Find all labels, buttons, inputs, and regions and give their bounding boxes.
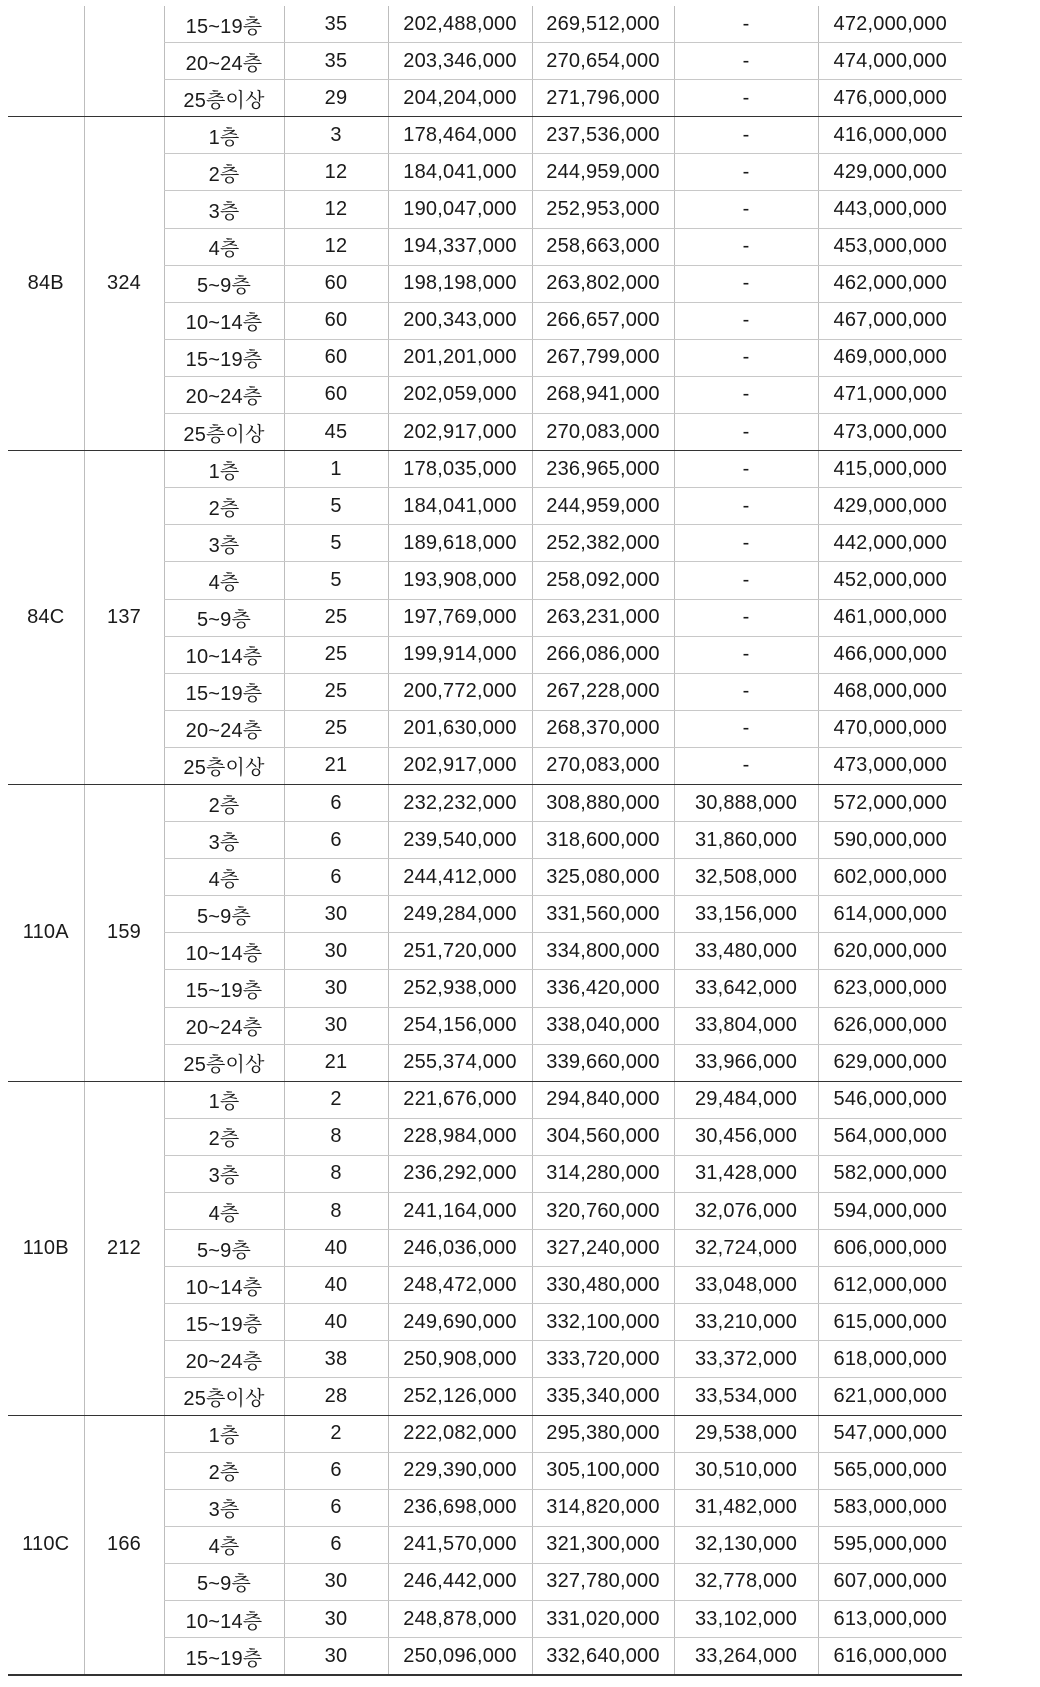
vat-cell: 31,428,000 (674, 1155, 818, 1192)
count-cell: 6 (284, 822, 388, 859)
building-price-cell: 268,370,000 (532, 710, 674, 747)
vat-cell: 33,264,000 (674, 1638, 818, 1676)
floor-cell: 2층 (164, 1452, 284, 1489)
vat-cell: 31,482,000 (674, 1489, 818, 1526)
vat-cell: 30,888,000 (674, 784, 818, 821)
vat-cell: 31,860,000 (674, 822, 818, 859)
total-price-cell: 472,000,000 (818, 6, 962, 43)
floor-cell: 5~9층 (164, 896, 284, 933)
count-cell: 38 (284, 1341, 388, 1378)
floor-cell: 2층 (164, 1118, 284, 1155)
vat-cell: 32,724,000 (674, 1230, 818, 1267)
building-price-cell: 336,420,000 (532, 970, 674, 1007)
building-price-cell: 331,020,000 (532, 1601, 674, 1638)
building-price-cell: 270,654,000 (532, 43, 674, 80)
building-price-cell: 237,536,000 (532, 117, 674, 154)
count-cell: 12 (284, 228, 388, 265)
building-price-cell: 332,640,000 (532, 1638, 674, 1676)
vat-cell: - (674, 636, 818, 673)
vat-cell: 33,156,000 (674, 896, 818, 933)
total-price-cell: 469,000,000 (818, 339, 962, 376)
count-cell: 30 (284, 970, 388, 1007)
count-cell: 29 (284, 80, 388, 117)
land-price-cell: 202,917,000 (388, 414, 532, 451)
count-cell: 35 (284, 43, 388, 80)
vat-cell: 32,508,000 (674, 859, 818, 896)
building-price-cell: 270,083,000 (532, 414, 674, 451)
floor-cell: 4층 (164, 1526, 284, 1563)
total-price-cell: 618,000,000 (818, 1341, 962, 1378)
total-price-cell: 429,000,000 (818, 154, 962, 191)
count-cell: 40 (284, 1304, 388, 1341)
count-cell: 30 (284, 933, 388, 970)
floor-cell: 5~9층 (164, 265, 284, 302)
total-price-cell: 547,000,000 (818, 1415, 962, 1452)
building-price-cell: 244,959,000 (532, 488, 674, 525)
total-price-cell: 612,000,000 (818, 1267, 962, 1304)
building-price-cell: 333,720,000 (532, 1341, 674, 1378)
unit-type-cell: 110B (8, 1081, 84, 1415)
vat-cell: - (674, 228, 818, 265)
vat-cell: - (674, 339, 818, 376)
total-price-cell: 613,000,000 (818, 1601, 962, 1638)
total-price-cell: 607,000,000 (818, 1563, 962, 1600)
total-price-cell: 443,000,000 (818, 191, 962, 228)
count-cell: 21 (284, 747, 388, 784)
building-price-cell: 327,240,000 (532, 1230, 674, 1267)
floor-cell: 2층 (164, 488, 284, 525)
total-price-cell: 429,000,000 (818, 488, 962, 525)
count-cell: 30 (284, 1563, 388, 1600)
count-cell: 35 (284, 6, 388, 43)
vat-cell: 30,510,000 (674, 1452, 818, 1489)
vat-cell: - (674, 302, 818, 339)
vat-cell: - (674, 265, 818, 302)
floor-cell: 1층 (164, 1415, 284, 1452)
floor-cell: 4층 (164, 859, 284, 896)
land-price-cell: 249,690,000 (388, 1304, 532, 1341)
unit-total-cell: 137 (84, 451, 164, 785)
vat-cell: - (674, 6, 818, 43)
total-price-cell: 583,000,000 (818, 1489, 962, 1526)
total-price-cell: 453,000,000 (818, 228, 962, 265)
floor-cell: 15~19층 (164, 6, 284, 43)
vat-cell: - (674, 747, 818, 784)
land-price-cell: 250,096,000 (388, 1638, 532, 1676)
count-cell: 2 (284, 1081, 388, 1118)
total-price-cell: 621,000,000 (818, 1378, 962, 1415)
land-price-cell: 178,464,000 (388, 117, 532, 154)
floor-cell: 15~19층 (164, 970, 284, 1007)
land-price-cell: 241,164,000 (388, 1193, 532, 1230)
vat-cell: - (674, 488, 818, 525)
total-price-cell: 572,000,000 (818, 784, 962, 821)
land-price-cell: 246,442,000 (388, 1563, 532, 1600)
vat-cell: - (674, 117, 818, 154)
building-price-cell: 267,228,000 (532, 673, 674, 710)
total-price-cell: 626,000,000 (818, 1007, 962, 1044)
building-price-cell: 266,657,000 (532, 302, 674, 339)
count-cell: 3 (284, 117, 388, 154)
floor-cell: 20~24층 (164, 43, 284, 80)
building-price-cell: 321,300,000 (532, 1526, 674, 1563)
count-cell: 5 (284, 488, 388, 525)
total-price-cell: 461,000,000 (818, 599, 962, 636)
count-cell: 30 (284, 1638, 388, 1676)
building-price-cell: 320,760,000 (532, 1193, 674, 1230)
building-price-cell: 330,480,000 (532, 1267, 674, 1304)
total-price-cell: 474,000,000 (818, 43, 962, 80)
total-price-cell: 462,000,000 (818, 265, 962, 302)
floor-cell: 1층 (164, 1081, 284, 1118)
total-price-cell: 442,000,000 (818, 525, 962, 562)
unit-type-cell: 84B (8, 117, 84, 451)
total-price-cell: 476,000,000 (818, 80, 962, 117)
building-price-cell: 308,880,000 (532, 784, 674, 821)
vat-cell: 33,534,000 (674, 1378, 818, 1415)
total-price-cell: 470,000,000 (818, 710, 962, 747)
count-cell: 8 (284, 1193, 388, 1230)
building-price-cell: 327,780,000 (532, 1563, 674, 1600)
building-price-cell: 258,092,000 (532, 562, 674, 599)
land-price-cell: 198,198,000 (388, 265, 532, 302)
building-price-cell: 332,100,000 (532, 1304, 674, 1341)
count-cell: 6 (284, 859, 388, 896)
floor-cell: 3층 (164, 525, 284, 562)
floor-cell: 25층이상 (164, 1378, 284, 1415)
unit-type-cell: 84C (8, 451, 84, 785)
table-row (8, 784, 962, 821)
building-price-cell: 263,802,000 (532, 265, 674, 302)
land-price-cell: 201,630,000 (388, 710, 532, 747)
vat-cell: 32,130,000 (674, 1526, 818, 1563)
land-price-cell: 194,337,000 (388, 228, 532, 265)
land-price-cell: 200,343,000 (388, 302, 532, 339)
total-price-cell: 564,000,000 (818, 1118, 962, 1155)
floor-cell: 15~19층 (164, 339, 284, 376)
unit-type-cell (8, 6, 84, 117)
count-cell: 60 (284, 265, 388, 302)
land-price-cell: 222,082,000 (388, 1415, 532, 1452)
vat-cell: 32,076,000 (674, 1193, 818, 1230)
floor-cell: 5~9층 (164, 599, 284, 636)
land-price-cell: 250,908,000 (388, 1341, 532, 1378)
vat-cell: 33,372,000 (674, 1341, 818, 1378)
total-price-cell: 614,000,000 (818, 896, 962, 933)
unit-type-cell: 110A (8, 784, 84, 1081)
land-price-cell: 229,390,000 (388, 1452, 532, 1489)
floor-cell: 3층 (164, 191, 284, 228)
count-cell: 5 (284, 562, 388, 599)
total-price-cell: 629,000,000 (818, 1044, 962, 1081)
count-cell: 25 (284, 673, 388, 710)
vat-cell: 33,480,000 (674, 933, 818, 970)
total-price-cell: 565,000,000 (818, 1452, 962, 1489)
floor-cell: 1층 (164, 451, 284, 488)
building-price-cell: 266,086,000 (532, 636, 674, 673)
building-price-cell: 335,340,000 (532, 1378, 674, 1415)
land-price-cell: 204,204,000 (388, 80, 532, 117)
vat-cell: 32,778,000 (674, 1563, 818, 1600)
building-price-cell: 271,796,000 (532, 80, 674, 117)
count-cell: 28 (284, 1378, 388, 1415)
count-cell: 45 (284, 414, 388, 451)
count-cell: 8 (284, 1118, 388, 1155)
floor-cell: 4층 (164, 1193, 284, 1230)
building-price-cell: 339,660,000 (532, 1044, 674, 1081)
building-price-cell: 258,663,000 (532, 228, 674, 265)
floor-cell: 20~24층 (164, 376, 284, 413)
unit-total-cell (84, 6, 164, 117)
floor-cell: 20~24층 (164, 710, 284, 747)
count-cell: 30 (284, 896, 388, 933)
land-price-cell: 248,472,000 (388, 1267, 532, 1304)
total-price-cell: 415,000,000 (818, 451, 962, 488)
land-price-cell: 251,720,000 (388, 933, 532, 970)
building-price-cell: 304,560,000 (532, 1118, 674, 1155)
building-price-cell: 270,083,000 (532, 747, 674, 784)
floor-cell: 3층 (164, 1489, 284, 1526)
floor-cell: 10~14층 (164, 302, 284, 339)
floor-cell: 20~24층 (164, 1341, 284, 1378)
table-row (8, 1081, 962, 1118)
floor-cell: 10~14층 (164, 1601, 284, 1638)
land-price-cell: 197,769,000 (388, 599, 532, 636)
table-row (8, 1415, 962, 1452)
land-price-cell: 236,292,000 (388, 1155, 532, 1192)
total-price-cell: 468,000,000 (818, 673, 962, 710)
building-price-cell: 331,560,000 (532, 896, 674, 933)
count-cell: 6 (284, 1452, 388, 1489)
land-price-cell: 228,984,000 (388, 1118, 532, 1155)
vat-cell: - (674, 562, 818, 599)
floor-cell: 4층 (164, 562, 284, 599)
count-cell: 25 (284, 710, 388, 747)
count-cell: 6 (284, 1489, 388, 1526)
floor-cell: 10~14층 (164, 1267, 284, 1304)
vat-cell: - (674, 451, 818, 488)
building-price-cell: 267,799,000 (532, 339, 674, 376)
count-cell: 5 (284, 525, 388, 562)
land-price-cell: 202,488,000 (388, 6, 532, 43)
total-price-cell: 452,000,000 (818, 562, 962, 599)
floor-cell: 25층이상 (164, 1044, 284, 1081)
floor-cell: 15~19층 (164, 673, 284, 710)
vat-cell: 33,642,000 (674, 970, 818, 1007)
unit-total-cell: 324 (84, 117, 164, 451)
building-price-cell: 334,800,000 (532, 933, 674, 970)
building-price-cell: 318,600,000 (532, 822, 674, 859)
count-cell: 30 (284, 1007, 388, 1044)
land-price-cell: 254,156,000 (388, 1007, 532, 1044)
building-price-cell: 252,382,000 (532, 525, 674, 562)
count-cell: 40 (284, 1267, 388, 1304)
vat-cell: - (674, 525, 818, 562)
count-cell: 8 (284, 1155, 388, 1192)
count-cell: 25 (284, 636, 388, 673)
floor-cell: 1층 (164, 117, 284, 154)
floor-cell: 5~9층 (164, 1230, 284, 1267)
total-price-cell: 473,000,000 (818, 747, 962, 784)
floor-cell: 15~19층 (164, 1638, 284, 1676)
count-cell: 25 (284, 599, 388, 636)
land-price-cell: 252,126,000 (388, 1378, 532, 1415)
land-price-cell: 221,676,000 (388, 1081, 532, 1118)
land-price-cell: 252,938,000 (388, 970, 532, 1007)
floor-cell: 25층이상 (164, 747, 284, 784)
total-price-cell: 620,000,000 (818, 933, 962, 970)
total-price-cell: 606,000,000 (818, 1230, 962, 1267)
vat-cell: 33,210,000 (674, 1304, 818, 1341)
total-price-cell: 602,000,000 (818, 859, 962, 896)
land-price-cell: 178,035,000 (388, 451, 532, 488)
land-price-cell: 244,412,000 (388, 859, 532, 896)
land-price-cell: 200,772,000 (388, 673, 532, 710)
count-cell: 12 (284, 191, 388, 228)
building-price-cell: 325,080,000 (532, 859, 674, 896)
building-price-cell: 295,380,000 (532, 1415, 674, 1452)
total-price-cell: 471,000,000 (818, 376, 962, 413)
vat-cell: 29,484,000 (674, 1081, 818, 1118)
table-body (8, 6, 962, 1675)
floor-cell: 20~24층 (164, 1007, 284, 1044)
total-price-cell: 416,000,000 (818, 117, 962, 154)
land-price-cell: 236,698,000 (388, 1489, 532, 1526)
building-price-cell: 314,820,000 (532, 1489, 674, 1526)
total-price-cell: 616,000,000 (818, 1638, 962, 1676)
building-price-cell: 236,965,000 (532, 451, 674, 488)
vat-cell: - (674, 80, 818, 117)
unit-total-cell: 159 (84, 784, 164, 1081)
land-price-cell: 193,908,000 (388, 562, 532, 599)
floor-cell: 3층 (164, 1155, 284, 1192)
building-price-cell: 269,512,000 (532, 6, 674, 43)
total-price-cell: 623,000,000 (818, 970, 962, 1007)
vat-cell: - (674, 191, 818, 228)
land-price-cell: 203,346,000 (388, 43, 532, 80)
building-price-cell: 263,231,000 (532, 599, 674, 636)
table-row (8, 451, 962, 488)
floor-cell: 5~9층 (164, 1563, 284, 1600)
count-cell: 60 (284, 302, 388, 339)
floor-cell: 15~19층 (164, 1304, 284, 1341)
vat-cell: - (674, 599, 818, 636)
count-cell: 40 (284, 1230, 388, 1267)
floor-cell: 10~14층 (164, 933, 284, 970)
count-cell: 6 (284, 784, 388, 821)
count-cell: 1 (284, 451, 388, 488)
vat-cell: - (674, 414, 818, 451)
building-price-cell: 244,959,000 (532, 154, 674, 191)
vat-cell: - (674, 710, 818, 747)
floor-cell: 2층 (164, 784, 284, 821)
building-price-cell: 305,100,000 (532, 1452, 674, 1489)
land-price-cell: 190,047,000 (388, 191, 532, 228)
unit-total-cell: 212 (84, 1081, 164, 1415)
count-cell: 60 (284, 339, 388, 376)
floor-cell: 25층이상 (164, 414, 284, 451)
land-price-cell: 184,041,000 (388, 488, 532, 525)
table-row (8, 117, 962, 154)
vat-cell: - (674, 376, 818, 413)
building-price-cell: 252,953,000 (532, 191, 674, 228)
land-price-cell: 202,059,000 (388, 376, 532, 413)
vat-cell: 30,456,000 (674, 1118, 818, 1155)
count-cell: 21 (284, 1044, 388, 1081)
total-price-cell: 467,000,000 (818, 302, 962, 339)
vat-cell: 33,966,000 (674, 1044, 818, 1081)
vat-cell: 33,102,000 (674, 1601, 818, 1638)
floor-cell: 4층 (164, 228, 284, 265)
total-price-cell: 594,000,000 (818, 1193, 962, 1230)
building-price-cell: 338,040,000 (532, 1007, 674, 1044)
unit-total-cell: 166 (84, 1415, 164, 1675)
unit-type-cell: 110C (8, 1415, 84, 1675)
land-price-cell: 201,201,000 (388, 339, 532, 376)
land-price-cell: 202,917,000 (388, 747, 532, 784)
vat-cell: - (674, 154, 818, 191)
vat-cell: - (674, 43, 818, 80)
total-price-cell: 615,000,000 (818, 1304, 962, 1341)
count-cell: 6 (284, 1526, 388, 1563)
floor-cell: 2층 (164, 154, 284, 191)
total-price-cell: 590,000,000 (818, 822, 962, 859)
total-price-cell: 473,000,000 (818, 414, 962, 451)
land-price-cell: 189,618,000 (388, 525, 532, 562)
land-price-cell: 246,036,000 (388, 1230, 532, 1267)
building-price-cell: 294,840,000 (532, 1081, 674, 1118)
count-cell: 30 (284, 1601, 388, 1638)
land-price-cell: 255,374,000 (388, 1044, 532, 1081)
land-price-cell: 199,914,000 (388, 636, 532, 673)
vat-cell: 33,804,000 (674, 1007, 818, 1044)
count-cell: 2 (284, 1415, 388, 1452)
total-price-cell: 595,000,000 (818, 1526, 962, 1563)
count-cell: 12 (284, 154, 388, 191)
vat-cell: - (674, 673, 818, 710)
floor-cell: 3층 (164, 822, 284, 859)
building-price-cell: 268,941,000 (532, 376, 674, 413)
land-price-cell: 239,540,000 (388, 822, 532, 859)
land-price-cell: 232,232,000 (388, 784, 532, 821)
land-price-cell: 248,878,000 (388, 1601, 532, 1638)
total-price-cell: 466,000,000 (818, 636, 962, 673)
table-row (8, 6, 962, 43)
floor-cell: 10~14층 (164, 636, 284, 673)
count-cell: 60 (284, 376, 388, 413)
land-price-cell: 249,284,000 (388, 896, 532, 933)
total-price-cell: 546,000,000 (818, 1081, 962, 1118)
building-price-cell: 314,280,000 (532, 1155, 674, 1192)
floor-cell: 25층이상 (164, 80, 284, 117)
vat-cell: 33,048,000 (674, 1267, 818, 1304)
total-price-cell: 582,000,000 (818, 1155, 962, 1192)
land-price-cell: 241,570,000 (388, 1526, 532, 1563)
land-price-cell: 184,041,000 (388, 154, 532, 191)
vat-cell: 29,538,000 (674, 1415, 818, 1452)
price-table (8, 6, 962, 1676)
